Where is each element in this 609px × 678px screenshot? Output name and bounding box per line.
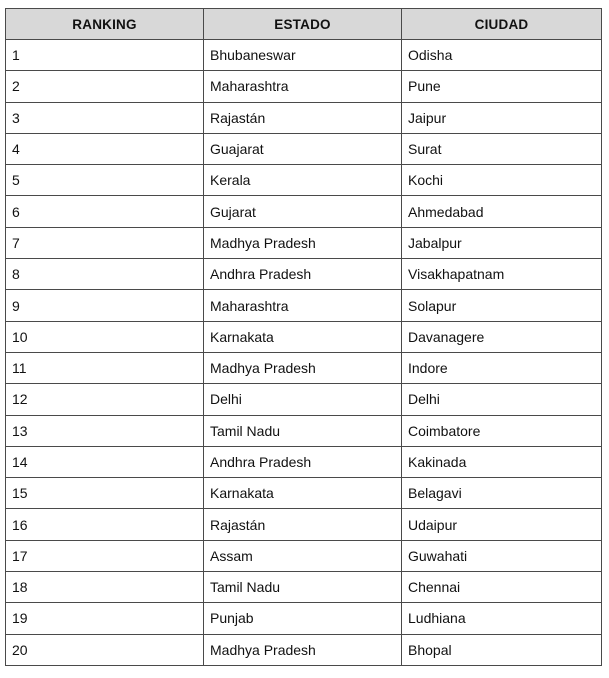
ciudad-cell: Jabalpur	[402, 227, 602, 258]
table-row	[6, 71, 602, 102]
table-row	[6, 540, 602, 571]
ranking-cell: 7	[6, 227, 204, 258]
estado-cell: Madhya Pradesh	[204, 227, 402, 258]
estado-cell: Assam	[204, 540, 402, 571]
ciudad-cell: Davanagere	[402, 321, 602, 352]
ranking-cell: 12	[6, 384, 204, 415]
estado-cell: Tamil Nadu	[204, 572, 402, 603]
estado-cell: Bhubaneswar	[204, 40, 402, 71]
table-row	[6, 321, 602, 352]
ciudad-cell: Jaipur	[402, 102, 602, 133]
ranking-cell: 6	[6, 196, 204, 227]
ranking-cell: 10	[6, 321, 204, 352]
ranking-cell: 8	[6, 259, 204, 290]
estado-cell: Madhya Pradesh	[204, 352, 402, 383]
table-row	[6, 133, 602, 164]
ranking-table	[5, 8, 602, 666]
estado-cell: Madhya Pradesh	[204, 634, 402, 665]
table-row	[6, 352, 602, 383]
ciudad-cell: Solapur	[402, 290, 602, 321]
ranking-cell: 1	[6, 40, 204, 71]
ranking-cell: 18	[6, 572, 204, 603]
ciudad-cell: Ahmedabad	[402, 196, 602, 227]
ciudad-cell: Bhopal	[402, 634, 602, 665]
ciudad-cell: Delhi	[402, 384, 602, 415]
ciudad-cell: Pune	[402, 71, 602, 102]
estado-cell: Punjab	[204, 603, 402, 634]
table-row	[6, 415, 602, 446]
ciudad-cell: Chennai	[402, 572, 602, 603]
ranking-cell: 15	[6, 478, 204, 509]
table-row	[6, 478, 602, 509]
ciudad-cell: Surat	[402, 133, 602, 164]
table-header-row	[6, 9, 602, 40]
ranking-cell: 4	[6, 133, 204, 164]
header-ranking: RANKING	[6, 9, 204, 40]
header-ciudad: CIUDAD	[402, 9, 602, 40]
ranking-cell: 13	[6, 415, 204, 446]
table-row	[6, 384, 602, 415]
ciudad-cell: Guwahati	[402, 540, 602, 571]
table-row	[6, 603, 602, 634]
ciudad-cell: Visakhapatnam	[402, 259, 602, 290]
ranking-cell: 17	[6, 540, 204, 571]
table-row	[6, 290, 602, 321]
ranking-cell: 19	[6, 603, 204, 634]
table-row	[6, 259, 602, 290]
table-row	[6, 227, 602, 258]
ciudad-cell: Kochi	[402, 165, 602, 196]
ciudad-cell: Kakinada	[402, 446, 602, 477]
estado-cell: Andhra Pradesh	[204, 446, 402, 477]
table-row	[6, 40, 602, 71]
ranking-cell: 11	[6, 352, 204, 383]
ciudad-cell: Ludhiana	[402, 603, 602, 634]
table-row	[6, 102, 602, 133]
estado-cell: Rajastán	[204, 102, 402, 133]
estado-cell: Delhi	[204, 384, 402, 415]
ranking-cell: 14	[6, 446, 204, 477]
estado-cell: Maharashtra	[204, 290, 402, 321]
estado-cell: Gujarat	[204, 196, 402, 227]
table-container	[5, 8, 602, 666]
estado-cell: Tamil Nadu	[204, 415, 402, 446]
estado-cell: Karnakata	[204, 478, 402, 509]
ciudad-cell: Odisha	[402, 40, 602, 71]
table-row	[6, 196, 602, 227]
estado-cell: Kerala	[204, 165, 402, 196]
table-row	[6, 165, 602, 196]
table-body	[6, 40, 602, 666]
estado-cell: Maharashtra	[204, 71, 402, 102]
ciudad-cell: Udaipur	[402, 509, 602, 540]
ciudad-cell: Belagavi	[402, 478, 602, 509]
ranking-cell: 16	[6, 509, 204, 540]
ciudad-cell: Indore	[402, 352, 602, 383]
estado-cell: Guajarat	[204, 133, 402, 164]
ranking-cell: 3	[6, 102, 204, 133]
table-row	[6, 634, 602, 665]
table-row	[6, 446, 602, 477]
ranking-cell: 20	[6, 634, 204, 665]
ranking-cell: 9	[6, 290, 204, 321]
estado-cell: Karnakata	[204, 321, 402, 352]
ranking-cell: 2	[6, 71, 204, 102]
table-row	[6, 509, 602, 540]
estado-cell: Andhra Pradesh	[204, 259, 402, 290]
table-row	[6, 572, 602, 603]
header-estado: ESTADO	[204, 9, 402, 40]
estado-cell: Rajastán	[204, 509, 402, 540]
ciudad-cell: Coimbatore	[402, 415, 602, 446]
ranking-cell: 5	[6, 165, 204, 196]
